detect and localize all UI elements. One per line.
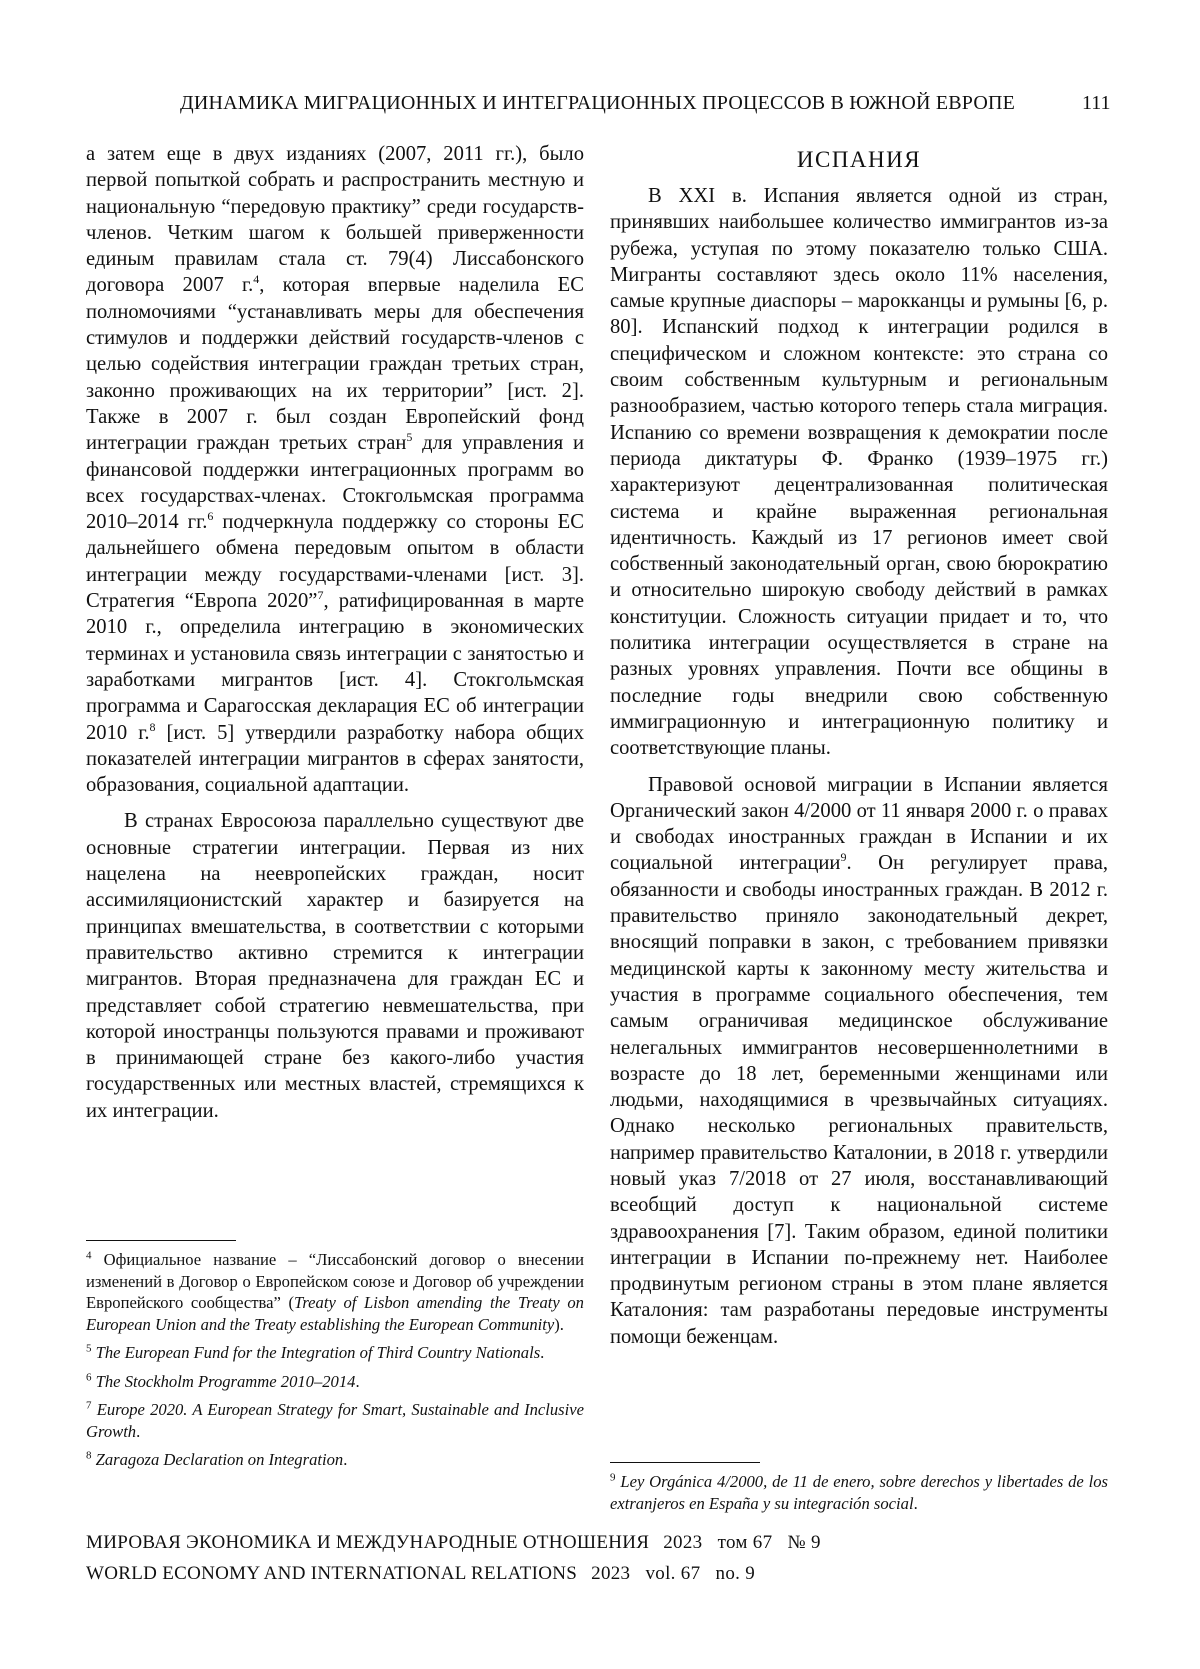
text-run: а затем еще в двух изданиях (2007, 2011 гг.), было первой попыткой собрать и распространить местную и национальную “передовую практику” среди государств-членов. Четким шагом к большей приверженности единым правилам стала ст. 79(4) Лиссабонского договора 2007 г. xyxy=(86,143,584,297)
left-paragraph-1 xyxy=(86,141,584,798)
footnote-ref-7[interactable]: 7 xyxy=(317,588,324,603)
footnote-tail: . xyxy=(343,1450,348,1469)
left-footnotes xyxy=(86,1240,584,1478)
right-paragraph-1: В XXI в. Испания является одной из стран, принявших наибольшее количество иммигрантов из-за рубежа, уступая по этому показателю только США. Мигранты составляют здесь около 11% населения, самые крупные диаспоры – марокканцы и румыны [6, p. 80]. Испанский подход к интеграции родился в специфическом и сложном контексте: это страна со своим собственным культурным и региональным разнообразием, частью которого теперь стала миграция. Испанию со времени возвращения к демократии после периода диктатуры Ф. Франко (1939–1975 гг.) характеризуют децентрализованная политическая система и крайне выраженная региональная идентичность. Каждый из 17 регионов имеет свой собственный законодательный орган, свою бюрократию и относительно широкую свободу действий в рамках конституции. Сложность ситуации придает и то, что политика интеграции осуществляется в стране на разных уровнях управления. Почти все общины в последние годы внедрили свою собственную иммиграционную и интеграционную политику и соответствующие планы. xyxy=(610,185,1108,760)
footnote-tail: . xyxy=(540,1343,545,1362)
right-column xyxy=(610,141,1108,1350)
footnote-6 xyxy=(86,1371,584,1393)
footnote-9 xyxy=(610,1471,1108,1514)
footnote-tail: . xyxy=(136,1421,141,1441)
section-title: ИСПАНИЯ xyxy=(796,147,922,172)
footnote-italic: Zaragoza Declaration on Integration xyxy=(95,1450,344,1469)
footnote-divider xyxy=(86,1240,236,1241)
footnote-number: 6 xyxy=(86,1370,92,1383)
footnote-5 xyxy=(86,1342,584,1364)
footnote-italic: The European Fund for the Integration of Third Country Nationals xyxy=(95,1343,541,1362)
text-run: . Он регулирует права, обязанности и свободы иностранных граждан. В 2012 г. правительство приняло законодательный декрет, вносящий поправки в закон, с требованием привязки медицинской карты к законному месту жительства и участия в программе социального обеспечения, тем самым ограничивая медицинское обслуживание нелегальных иммигрантов несовершеннолетними в возрасте до 18 лет, беременными женщинами или людьми, находящимися в чрезвычайных ситуациях. Однако несколько региональных правительств, например правительство Каталонии, в 2018 г. утвердили новый указ 7/2018 от 27 июля, восстанавливающий всеобщий доступ к национальной системе здравоохранения [7]. Таким образом, единой политики интеграции в Испании по-прежнему нет. Наиболее продвинутым регионом страны в этом плане является Каталония: там разработаны передовые инструменты помощи беженцам. xyxy=(610,852,1108,1348)
footnote-4 xyxy=(86,1249,584,1335)
journal-name: МИРОВАЯ ЭКОНОМИКА И МЕЖДУНАРОДНЫЕ ОТНОШЕНИЯ xyxy=(86,1532,650,1553)
text-run: , ратифицированная в марте 2010 г., определила интеграцию в экономических терминах и установила связь интеграции с занятостью и заработками мигрантов [ист. 4]. Стокгольмская программа и Сарагосская декларация ЕС об интеграции 2010 г. xyxy=(86,590,584,744)
text-run: [ист. 5] утвердили разработку набора общих показателей интеграции мигрантов в сферах занятости, образования, социальной адаптации. xyxy=(86,721,584,797)
journal-name: WORLD ECONOMY AND INTERNATIONAL RELATIONS xyxy=(86,1563,578,1584)
footnote-italic: The Stockholm Programme 2010–2014 xyxy=(95,1371,356,1391)
footnote-italic: Ley Orgánica 4/2000, de 11 de enero, sobre derechos y libertades de los extranjeros en España y su integración social xyxy=(610,1472,1108,1513)
journal-issue: 2023 vol. 67 no. 9 xyxy=(591,1563,756,1584)
running-title: ДИНАМИКА МИГРАЦИОННЫХ И ИНТЕГРАЦИОННЫХ ПРОЦЕССОВ В ЮЖНОЙ ЕВРОПЕ xyxy=(180,92,1016,114)
footnote-ref-9[interactable]: 9 xyxy=(840,850,847,865)
footnote-number: 7 xyxy=(86,1399,92,1412)
footnote-number: 8 xyxy=(86,1449,92,1462)
footnote-ref-8[interactable]: 8 xyxy=(149,719,156,734)
text-run: для управления и финансовой поддержки интеграционных программ во всех государствах-членах. Стокгольмская программа 2010–2014 гг. xyxy=(86,432,584,534)
footnote-7 xyxy=(86,1399,584,1442)
footnote-tail: ). xyxy=(554,1314,564,1334)
right-paragraph-2 xyxy=(610,772,1108,1351)
left-column xyxy=(86,141,584,1124)
left-paragraph-2: В странах Евросоюза параллельно существуют две основные стратегии интеграции. Первая из них нацелена на неевропейских граждан, носит ассимиляционистский характер и базируется на принципах вмешательства, в соответствии с которыми правительство активно стремится к интеграции мигрантов. Вторая предназначена для граждан ЕС и представляет собой стратегию невмешательства, при которой иностранцы пользуются правами и проживают в принимающей стране без какого-либо участия государственных или местных властей, стремящихся к их интеграции. xyxy=(86,810,584,1122)
text-run: Правовой основой миграции в Испании является Органический закон 4/2000 от 11 января 2000 г. о правах и свободах иностранных граждан в Испании и их социальной интеграции xyxy=(610,773,1108,875)
right-footnotes xyxy=(610,1462,1108,1521)
footnote-8 xyxy=(86,1449,584,1471)
journal-issue: 2023 том 67 № 9 xyxy=(663,1532,821,1553)
footnote-tail: . xyxy=(913,1493,918,1513)
footnote-ref-5[interactable]: 5 xyxy=(406,430,413,445)
journal-title-en xyxy=(86,1563,755,1585)
footnote-divider xyxy=(610,1462,760,1463)
footnote-tail: . xyxy=(355,1371,360,1391)
journal-title-ru xyxy=(86,1532,821,1554)
footnote-number: 4 xyxy=(86,1249,92,1262)
footnote-number: 5 xyxy=(86,1342,92,1355)
footnote-ref-6[interactable]: 6 xyxy=(207,509,214,524)
footnote-ref-4[interactable]: 4 xyxy=(253,272,260,287)
text-run: подчеркнула поддержку со стороны ЕС дальнейшего обмена передовым опытом в области интеграции между государствами-членами [ист. 3]. Стратегия “Европа 2020” xyxy=(86,511,584,613)
text-run: , которая впервые наделила ЕС полномочиями “устанавливать меры для обеспечения стимулов и поддержки действий государств-членов с целью содействия интеграции граждан третьих стран, законно проживающих на их территории” [ист. 2]. Также в 2007 г. был создан Европейский фонд интеграции граждан третьих стран xyxy=(86,274,584,455)
footnote-italic: Europe 2020. A European Strategy for Smart, Sustainable and Inclusive Growth xyxy=(86,1400,584,1441)
footnote-text: Официальное название – “Лиссабонский договор о внесении изменений в Договор о Европейском союзе и Договор об учреждении Европейского сообщества” ( xyxy=(86,1250,584,1312)
page-number: 111 xyxy=(1082,92,1111,114)
footnote-number: 9 xyxy=(610,1471,616,1484)
footnote-italic: Treaty of Lisbon amending the Treaty on European Union and the Treaty establishing the European Community xyxy=(86,1293,584,1334)
